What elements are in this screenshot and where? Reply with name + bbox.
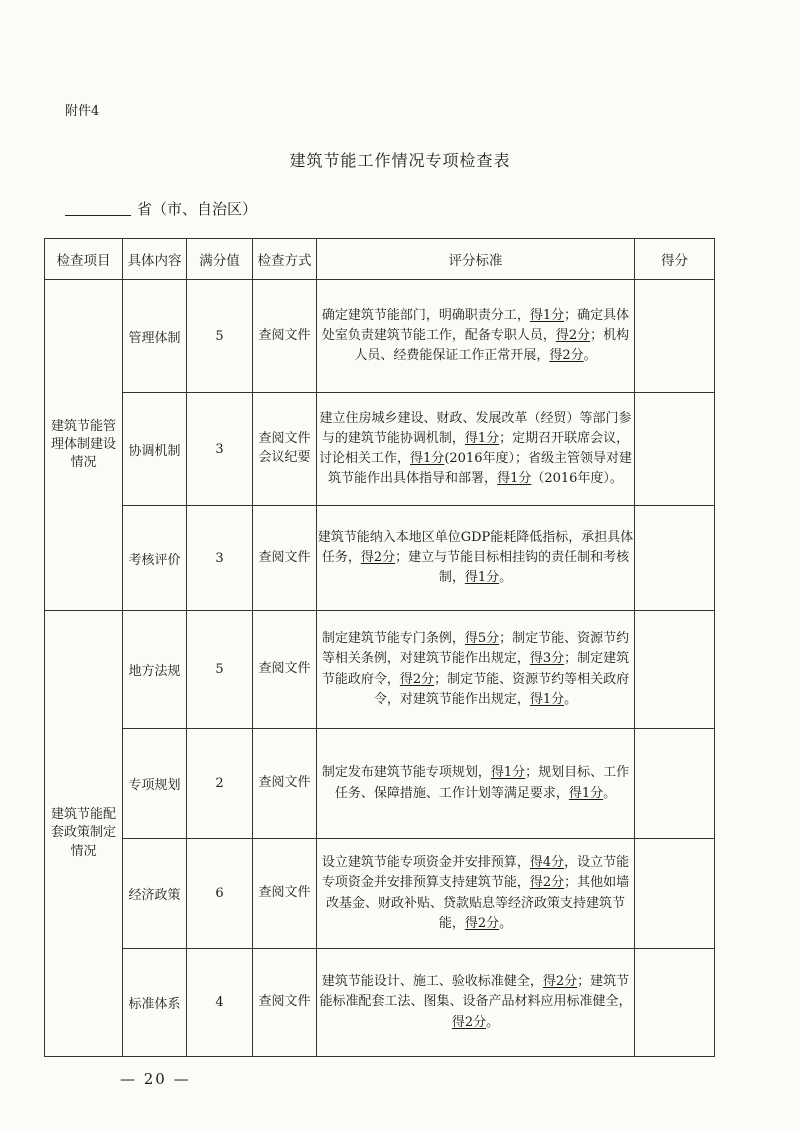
- criteria-text: 确定建筑节能部门，明确职责分工，: [321, 307, 530, 323]
- province-suffix: 省（市、自治区）: [137, 200, 258, 218]
- obtained-score-cell[interactable]: [635, 611, 715, 729]
- attachment-label: 附件4: [65, 104, 100, 119]
- table-row: [45, 839, 715, 949]
- province-line: [65, 198, 257, 219]
- criteria-cell: [317, 393, 635, 506]
- criteria-text: ；制定节能、资源节约等相关政府令，对建筑节能作出规定，: [373, 671, 630, 707]
- criteria-text: ；定期召开联席会议，讨论相关工作，: [319, 430, 630, 466]
- item-cell: 考核评价: [123, 506, 187, 611]
- score-award: 得5分: [464, 631, 500, 647]
- criteria-cell: [317, 506, 635, 611]
- criteria-text: 。: [564, 691, 578, 707]
- method-cell: 查阅文件: [253, 729, 317, 839]
- criteria-text: ；制定建筑节能政府令，: [321, 651, 630, 687]
- criteria-text: 。: [583, 348, 597, 364]
- score-award: 得1分: [464, 570, 500, 586]
- score-award: 得3分: [529, 651, 565, 667]
- criteria-text: ；确定具体处室负责建筑节能工作，配备专职人员，: [321, 307, 630, 343]
- score-award: 得1分: [490, 765, 526, 781]
- score-award: 得1分: [464, 430, 500, 446]
- method-cell: 查阅文件: [253, 506, 317, 611]
- header-method: 检查方式: [253, 239, 317, 280]
- header-full-score: 满分值: [187, 239, 253, 280]
- header-criteria: 评分标准: [317, 239, 635, 280]
- item-cell: 地方法规: [123, 611, 187, 729]
- score-cell: 6: [187, 839, 253, 949]
- method-cell: 查阅文件: [253, 839, 317, 949]
- score-award: 得1分: [529, 691, 565, 707]
- obtained-score-cell[interactable]: [635, 506, 715, 611]
- score-award: 得1分: [497, 471, 532, 487]
- table-row: [45, 393, 715, 506]
- score-cell: 5: [187, 611, 253, 729]
- score-award: 得2分: [549, 348, 584, 364]
- item-cell: 标准体系: [123, 949, 187, 1057]
- criteria-cell: [317, 280, 635, 393]
- score-cell: 4: [187, 949, 253, 1057]
- criteria-text: ；机构人员、经费能保证工作正常开展，: [354, 327, 630, 364]
- score-cell: 3: [187, 506, 253, 611]
- criteria-text: ；规划目标、工作任务、保障措施、工作计划等满足要求，: [334, 765, 630, 801]
- score-cell: 3: [187, 393, 253, 506]
- inspection-table: [44, 238, 715, 1057]
- score-award: 得4分: [529, 855, 565, 871]
- obtained-score-cell[interactable]: [635, 949, 715, 1057]
- header-category: 检查项目: [45, 239, 123, 280]
- method-cell: 查阅文件: [253, 949, 317, 1057]
- header-row: [45, 239, 715, 280]
- criteria-text: ；其他如墙改基金、财政补贴、贷款贴息等经济政策支持建筑节能，: [325, 875, 630, 931]
- criteria-text: 。: [499, 570, 513, 586]
- category-cell: 建筑节能配套政策制定情况: [45, 611, 123, 1057]
- item-cell: 管理体制: [123, 280, 187, 393]
- page-title: 建筑节能工作情况专项检查表: [289, 151, 511, 170]
- item-cell: 经济政策: [123, 839, 187, 949]
- criteria-cell: [317, 949, 635, 1057]
- header-item: 具体内容: [123, 239, 187, 280]
- criteria-cell: [317, 839, 635, 949]
- criteria-text: ；建立与节能目标相挂钩的责任制和考核制，: [395, 549, 630, 586]
- criteria-text: 建立住房城乡建设、财政、发展改革（经贸）等部门参与的建筑节能协调机制，: [319, 410, 632, 446]
- score-award: 得2分: [464, 915, 500, 931]
- criteria-text: ；制定节能、资源节约等相关条例，对建筑节能作出规定，: [321, 631, 630, 667]
- criteria-text: 。: [486, 1014, 500, 1030]
- score-award: 得2分: [360, 549, 396, 565]
- criteria-text: 建筑节能纳入本地区单位GDP能耗降低指标，承担具体任务，: [317, 529, 634, 565]
- method-cell: 查阅文件会议纪要: [253, 393, 317, 506]
- province-blank: [65, 215, 131, 216]
- method-cell: 查阅文件: [253, 611, 317, 729]
- header-obtained: 得分: [635, 239, 715, 280]
- score-award: 得1分: [568, 785, 604, 801]
- criteria-cell: [317, 729, 635, 839]
- criteria-text: ，设立节能专项资金并安排预算支持建筑节能，: [321, 855, 630, 891]
- table-row: [45, 506, 715, 611]
- criteria-cell: [317, 611, 635, 729]
- criteria-text: 制定建筑节能专门条例，: [321, 631, 465, 647]
- obtained-score-cell[interactable]: [635, 839, 715, 949]
- score-award: 得2分: [451, 1014, 487, 1030]
- score-award: 得2分: [542, 974, 578, 990]
- criteria-text: ；建筑节能标准配套工法、图集、设备产品材料应用标准健全，: [319, 974, 632, 1010]
- criteria-text: 建筑节能设计、施工、验收标准健全，: [321, 974, 543, 990]
- criteria-text: (2016年度）；省级主管领导对建筑节能作出具体指导和部署，: [328, 451, 632, 487]
- score-cell: 5: [187, 280, 253, 393]
- obtained-score-cell[interactable]: [635, 393, 715, 506]
- score-award: 得1分: [410, 451, 445, 466]
- method-cell: 查阅文件: [253, 280, 317, 393]
- table-row: [45, 611, 715, 729]
- table-row: [45, 280, 715, 393]
- score-award: 得2分: [529, 875, 565, 891]
- score-award: 得2分: [555, 327, 591, 343]
- obtained-score-cell[interactable]: [635, 729, 715, 839]
- obtained-score-cell[interactable]: [635, 280, 715, 393]
- page-number: — 20 —: [120, 1070, 191, 1088]
- category-cell: 建筑节能管理体制建设情况: [45, 280, 123, 611]
- item-cell: 协调机制: [123, 393, 187, 506]
- table-row: [45, 729, 715, 839]
- score-cell: 2: [187, 729, 253, 839]
- criteria-text: 设立建筑节能专项资金并安排预算，: [321, 855, 530, 871]
- item-cell: 专项规划: [123, 729, 187, 839]
- table-row: [45, 949, 715, 1057]
- score-award: 得1分: [529, 307, 565, 323]
- criteria-text: 。: [499, 915, 513, 931]
- score-award: 得2分: [399, 671, 435, 687]
- criteria-text: 制定发布建筑节能专项规划，: [321, 765, 491, 781]
- criteria-text: （2016年度）。: [531, 471, 623, 487]
- criteria-text: 。: [603, 785, 617, 801]
